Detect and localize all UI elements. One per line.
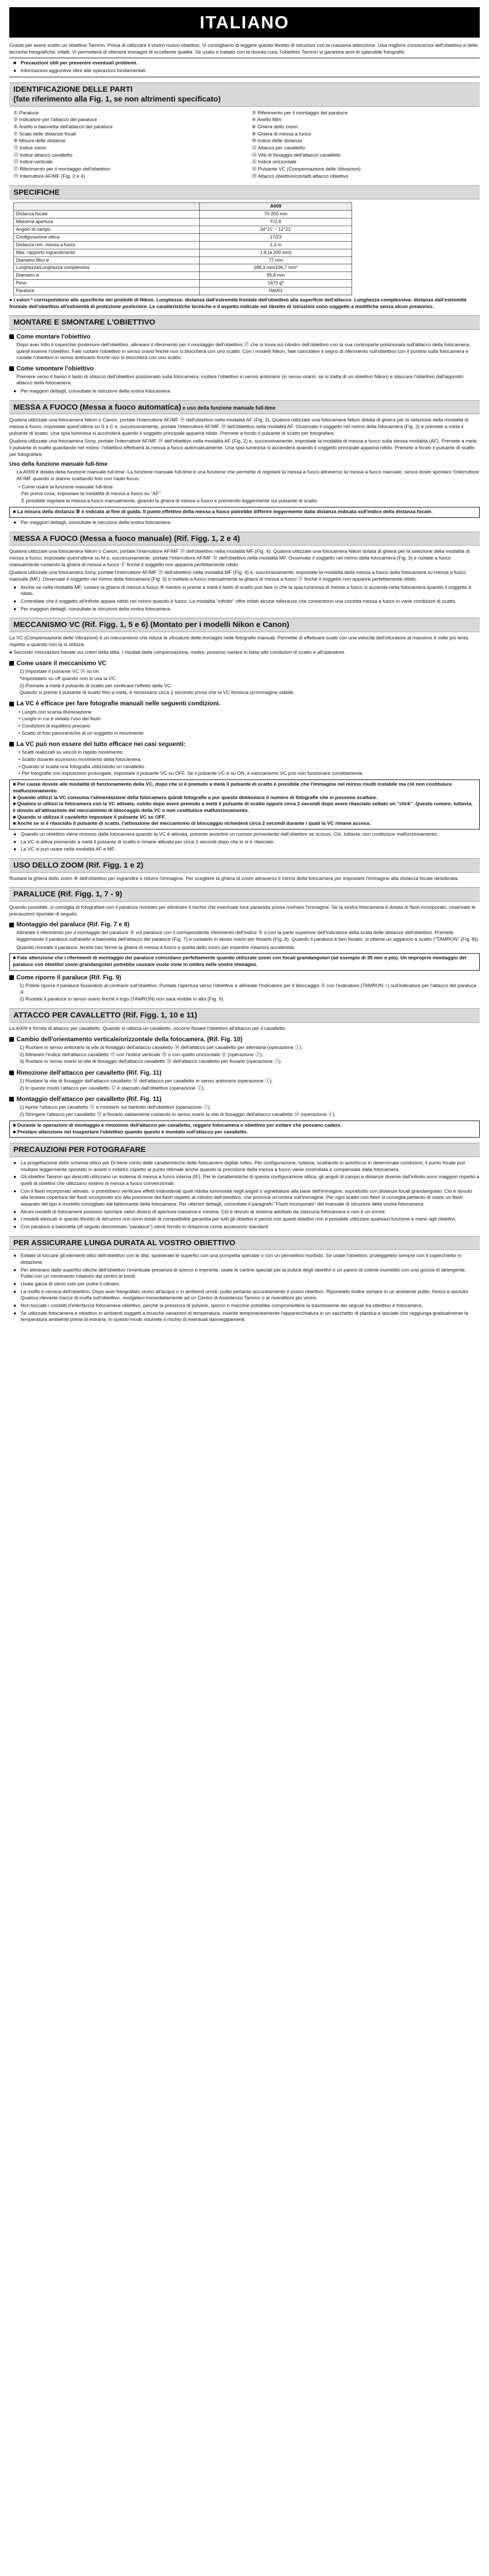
subheading: Come montare l'obiettivo xyxy=(9,333,480,341)
list-item: 1) Impostate il pulsante VC ⑱ su on. xyxy=(20,669,100,675)
list-item: ● Alcuni modelli di fotocamere possono riportare valori diversi di apertura massima e minima. Ciò è dovuto al sistema adottato da ciascuna fotocamera e non è un errore. xyxy=(13,1209,387,1215)
part-item: ⑱ Pulsante VC (Compensazione delle Vibrazioni) xyxy=(252,166,361,172)
step-list xyxy=(20,1078,480,1092)
paragraph: Qualora utilizzate una fotocamera Nikon o Canon, portate l'interruttore AF/MF ⑲ dell'obiettivo nella modalità AF (Fig. 2). Qualora utilizzate una fotocamera Nikon dotata di ghiera per la selezione della modalità di messa a fuoco, impostate quest'ultima su S o C e, successivamente, portate l'interruttore AF/MF ⑲ dell'obiettivo nella modalità AF. Osservate il soggetto nel mirino della fotocamera (Fig. 3) e premete a metà il pulsante di scatto. Una spia luminosa si accenderà quando il soggetto principale apparirà nitido. Premete a fondo il pulsante di scatto per fotografare. xyxy=(9,417,469,436)
part-item: ⑪ Indice zoom xyxy=(13,145,46,151)
list-item: ● I modelli elencati in questo libretto di istruzioni non sono dotati di compatibilità garantita per tutti gli obiettivi e perciò con questi obiettivi non è possibile utilizzare qualsiasi funzione e meno agli obiettivi. xyxy=(13,1216,457,1223)
list-item: 2) Ruotate il paraluce in senso orario finché il logo (TAMRON) non sarà visibile in alto (Fig. 9). xyxy=(20,996,225,1003)
list-item: ● Per eliminare dalle superfici ottiche dell'obiettivo l'eventuale presenza di sporco o impronte, usate le cartine speciali per la pulizia degli obiettivi o un panno di cotone inumidito con una goccia di detergente. Pulite con un movimento rotatorio dal centro ai bordi. xyxy=(13,1267,466,1280)
paragraph: La A009 è dotata della funzione manuale full-time. La funzione manuale full-time è una funzione che permette di regolare la messa a fuoco attraverso la messa a fuoco manuale, senza dover spostare l'interruttore AF/MF quando si stanno scattando foto con l'auto-focus. xyxy=(16,469,479,482)
info-note: ● Anche se nella modalità MF, ruotare la ghiera di messa a fuoco ⑧ mentre si preme a metà il tasto di scatto può fare sì che la spia luminosa di messa a fuoco si accenda nella fotocamera quando il soggetto è nitido. xyxy=(13,584,471,597)
info-note: ● Quando un obiettivo viene rimosso dalla fotocamera quando la VC è attivata, potreste avvertire un rumore proveniente dall'obiettivo se scosso. Ciò, tuttavia, non costituisce malfunzionamento. xyxy=(13,831,439,837)
list-item: ● Non toccate i contatti d'interfaccia fotocamera-obiettivo, perché la presenza di polvere, sporco o macchie potrebbe compromettere la trasmissione dei segnali tra obiettivo e fotocamera. xyxy=(13,1302,423,1309)
part-item: ⑨ Misura delle distanze xyxy=(13,138,66,144)
list-item: 1) Ruotare la vite di fissaggio dell'attacco cavalletto ⑭ dell'attacco per cavalletto in senso antiorario (operazione ①). xyxy=(20,1078,273,1084)
table-row: Distanza min. messa a fuoco 1,3 m xyxy=(14,241,352,249)
warning-box: ■ Fate attenzione che i riferimenti di montaggio del paraluce coincidano perfettamente quando utilizzate zoom con focali grandangolari (ad esempio di 35 mm o più). Un improprio montaggio del paraluce con obiettivi zoom grandangolari potrebbe causare vuote zone in ombra nelle vostre immagini. xyxy=(9,953,480,970)
table-row: A009 xyxy=(14,203,352,211)
subheading: Cambio dell'orientamento verticale/orizzontale della fotocamera. (Rif. Fig. 10) xyxy=(9,1036,480,1044)
section-heading-vc: MECCANISMO VC (Rif. Figg. 1, 5 e 6) (Montato per i modelli Nikon e Canon) xyxy=(9,618,480,632)
section-heading-mount: MONTARE E SMONTARE L'OBIETTIVO xyxy=(9,315,480,330)
paragraph: Qualora utilizzate una fotocamera Sony, portate l'interruttore AF/MF ⑲ dell'obiettivo nella modalità AF (Fig. 2) e, successivamente, impostate la modalità di messa a fuoco sulla stessa modalità (AF). Premete a metà il pulsante di scatto guardando nel mirino: l'obiettivo effettuerà la messa a fuoco automaticamente. Una spia luminosa si accenderà quando il soggetto principale apparirà nitido. Premete a fondo il pulsante di scatto per fotografare. xyxy=(9,438,477,457)
section-heading-mf: MESSA A FUOCO (Messa a fuoco manuale) (Rif. Figg. 1, 2 e 4) xyxy=(9,532,480,546)
list-item: • Quando si scatta una fotografia utilizzando un cavalletto. xyxy=(19,764,146,770)
paragraph: Ruotare la ghiera dello zoom ⑥ dell'obiettivo per ingrandire o ridurre l'immagine. Per scegliere la ghiera di zoom attraverso il mirino della fotocamera per impostare l'immagine alla distanza focale desiderata. xyxy=(9,875,459,882)
paragraph: Quando possibile, si consiglia di fotografare con il paraluce montato per eliminare il rischio che eventuale luce parassita possa rovinare l'immagine. Se la vostra fotocamera è dotata di flash incorporato, osservate le precauzioni riportate di seguito. xyxy=(9,905,476,917)
step-list xyxy=(20,1105,480,1118)
intro-note: ● Informazioni aggiuntive oltre alle operazioni fondamentali. xyxy=(13,67,147,74)
paragraph: La A009 è fornita di attacco per cavalletto. Quando si utilizza un cavalletto, occorre fissare l'obiettivo all'attacco per il cavalletto. xyxy=(9,1026,287,1032)
part-item: ③ Indicatore per l'attacco del paraluce xyxy=(13,117,97,123)
list-item: • Luoghi in cui è vietato l'uso del flash xyxy=(19,716,101,722)
list-item: ● La progettazione dello schema ottico per Di tiene conto delle caratteristiche delle fotocamere digitali reflex. Per configurazione, tuttavia, scattando in autofocus in determinate condizioni, il punto focale può risultare leggermente spostato in avanti o indietro rispetto al punto ottimale anche quando la precisione della messa a fuoco viene controllata e compensata dalla fotocamera. xyxy=(13,1160,465,1173)
info-note: ● Per maggiori dettagli, consultate le istruzioni della vostra fotocamera. xyxy=(13,519,171,526)
list-item: • Come usare la funzione manuale full-time xyxy=(19,484,113,490)
list-item: • Scatto di foto panoramiche di un soggetto in movimento xyxy=(19,730,144,736)
parts-list xyxy=(13,110,480,180)
part-item: ⑬ Indice attacco cavalletto xyxy=(13,152,73,158)
warning-box: ■ Durante le operazioni di montaggio e rimozione dell'attacco per cavalletto, reggere fotocamera e obiettivo per evitare che possano cadere. ■ Prestare attenzione nel trasportare l'obiettivo quando questo è montato sull'attacco per cavalletto. xyxy=(9,1121,480,1138)
section-heading-parts: IDENTIFICAZIONE DELLE PARTI (fate riferimento alla Fig. 1, se non altrimenti specificato) xyxy=(9,82,480,107)
bullet-list xyxy=(9,750,480,778)
part-item: ④ Anello filtro xyxy=(252,117,282,123)
list-item: *Impostatelo su off quando non si usa la VC. xyxy=(20,675,117,682)
subheading: Montaggio del paraluce (Rif. Fig. 7 e 8) xyxy=(9,921,480,929)
part-item: ⑯ Indice orizzontale xyxy=(252,159,296,165)
part-item: ② Riferimento per il montaggio del paraluce xyxy=(252,110,348,116)
paragraph: ● Secondo misurazioni basate sui criteri della ditta. I risultati della compensazione, inoltre, possono variare in base alle condizioni di scatto e all'operatore. xyxy=(9,650,346,656)
list-item: 3) Ruotare in senso orario la vite di fissaggio dell'attacco cavalletto ⑭ dell'attacco cavalletto per fissarlo (operazione ③). xyxy=(20,1059,282,1065)
list-item: Quando si preme il pulsante di scatto fino a metà, è necessario circa 1 secondo prima che la VC fornisca un'immagine stabile. xyxy=(20,690,295,696)
paragraph: Allineate il riferimento per il montaggio del paraluce ② sul paraluce con il corrispondente riferimento dell'indice ⑤ o con la parte superiore dell'indicatore della scala delle distanze dell'obiettivo. Premete leggermente il paraluce sull'anello a baionetta dell'attacco del paraluce (Fig. 7) e ruotatelo in senso orario per fissarlo (Fig. 8). Quando il paraluce è ben fissato, si ottiene un aggancio a scatto ("TAMRON" (Fig. 8)). xyxy=(16,930,480,942)
section-heading-precautions: PRECAUZIONI PER FOTOGRAFARE xyxy=(9,1143,480,1157)
subheading: La VC è efficace per fare fotografie manuali nelle seguenti condizioni. xyxy=(9,700,480,708)
list-item: ● Usate garza di silicio solo per pulire il cilindro. xyxy=(13,1281,120,1287)
step-list xyxy=(20,669,480,697)
list-item: ● Se utilizzate fotocamera e obiettivo in ambienti soggetti a brusche variazioni di temperatura, inserite temporaneamente l'apparecchiatura in un sacchetto di plastica e lasciate che raggiunga gradualmente la temperatura ambiente prima di estrarla. In questo modo ridurrete il rischio di eventuali danneggiamenti. xyxy=(13,1310,468,1323)
paragraph: La VC (Compensazione delle Vibrazioni) è un meccanismo che riduce le sfocature delle immagini nelle fotografie manuali. Permette di effettuare scatti con una velocità dell'otturatore al massimo 4 volte più lenta rispetto a quando non la si utilizza. xyxy=(9,635,468,648)
paragraph: Quando montate il paraluce, tenete ben ferme la ghiera di messa a fuoco e quella dello zoom per impedire rotazioni accidentali. xyxy=(16,944,295,951)
table-row: Lunghezza/Lunghezza complessiva 188,3 mm/196,7 mm* xyxy=(14,264,352,272)
spec-footnote: ● I valori * corrispondono alle specifiche dei prodotti di Nikon. Lunghezza: distanza dall'estremità frontale dell'obiettivo alla superficie dell'attacco. Lunghezza complessiva: distanza dall'estremità frontale dell'obiettivo all'estremità di protezione posteriore. Le caratteristiche tecniche e il aspetto indicate nel libretto di istruzioni sono soggette a modifiche senza alcun preavviso. xyxy=(9,297,467,310)
list-item: 1) Ruotare in senso antiorario la vite di fissaggio dell'attacco cavalletto ⑭ dell'attacco per cavalletto per allentarla (operazione ①). xyxy=(20,1045,303,1051)
table-row: Peso 1470 g* xyxy=(14,280,352,287)
part-item: ⑫ Attacco per cavalletto xyxy=(252,145,305,151)
part-item: ⑰ Riferimento per il montaggio dell'obiettivo xyxy=(13,166,110,172)
list-item: • Scatto durante eccessivo movimento della fotocamera. xyxy=(19,756,142,762)
step-list xyxy=(20,1045,480,1066)
subheading: Come usare il meccanismo VC xyxy=(9,659,480,668)
table-row: Massima apertura F/2,8 xyxy=(14,218,352,226)
list-item: Per prima cosa, impostare la modalità di messa a fuoco su "AF". xyxy=(21,491,162,497)
table-row: Configurazione ottica 17/23 xyxy=(14,233,352,241)
paragraph: Premere verso il basso il tasto di sblocco dell'obiettivo posizionato sulla fotocamera, ruotare l'obiettivo in senso antiorario (in senso orario, se si tratta di un obiettivo Nikon) e staccare l'obiettivo dall'apposito attacco della fotocamera. xyxy=(16,374,464,386)
list-item: • Scatti realizzati su veicoli in rapido movimento. xyxy=(19,750,124,756)
part-item: ⑥ Ghiera dello zoom xyxy=(252,124,298,130)
subheading: Rimozione dell'attacco per cavalletto (Rif. Fig. 11) xyxy=(9,1069,480,1077)
spec-table xyxy=(13,202,352,295)
list-item: 2) In questo modo l'attacco per cavalletto ⑫ è staccato dall'obiettivo (operazione ②). xyxy=(20,1085,205,1091)
part-item: ⑧ Ghiera di messa a fuoco xyxy=(252,131,311,137)
list-item: • Per fotografie con esposizioni prolungate, impostate il pulsante VC su OFF. Se il pulsante VC è su ON, il meccanismo VC può non funzionare correttamente. xyxy=(19,771,364,777)
list-item: 1) Potete riporre il paraluce fissandolo al contrario sull'obiettivo. Puntate l'apertura verso l'obiettivo e allineate l'indicatore per il bloccaggio ③ con l'indicatore (TAMRON ○) sull'indicatore per l'attacco del paraluce ③. xyxy=(20,982,477,995)
list-item: ● Gli obiettivi Tamron qui descritti utilizzano un sistema di messa a fuoco interna (IF). Per le caratteristiche di questa configurazione ottica, gli angoli di campo a distanze diverse dall'infinito sono maggiori rispetto a quelli di obiettivi che utilizzano sistemi di messa a fuoco convenzionali. xyxy=(13,1174,480,1187)
table-row: Max. rapporto ingrandimento 1:8 (a 200 mm) xyxy=(14,249,352,257)
section-heading-tripod: ATTACCO PER CAVALLETTO (Rif. Figg. 1, 10 e 11) xyxy=(9,1008,480,1023)
table-row: Diametro filtro ø 77 mm xyxy=(14,257,352,264)
section-heading-zoom: USO DELLO ZOOM (Rif. Figg. 1 e 2) xyxy=(9,858,480,873)
list-item: ● Evitate di toccare gli elementi ottici dell'obiettivo con le dita; spolverate le superfici con una pompetta speciale o con un pennellino morbido. Se usate l'obiettivo, proteggetelo sempre con il coperchietto in dotazione. xyxy=(13,1253,462,1266)
list-item: ● Con paraluce a baionetta (di seguito denominato "paraluce") viene fornito in dotazione come accessorio standard. xyxy=(13,1224,270,1230)
table-row: Paraluce HA001 xyxy=(14,287,352,295)
info-note: ● Per maggiori dettagli, consultate le istruzioni della vostra fotocamera. xyxy=(13,606,171,612)
subheading: Uso della funzione manuale full-time xyxy=(9,461,108,468)
part-item: ⑭ Vite di fissaggio dell'attacco cavalletto xyxy=(252,152,341,158)
list-item: È possibile regolare la messa a fuoco manualmente, girando la ghiera di messa a fuoco e premendo leggermente sul pulsante di scatto. xyxy=(21,498,319,504)
section-heading-durability: PER ASSICURARE LUNGA DURATA AL VOSTRO OBIETTIVO xyxy=(9,1236,480,1250)
part-item: ⑲ Interruttore AF/MF (Fig. 2 e 4) xyxy=(13,173,85,179)
warning-box: ■ Per cause dovute alle modalità di funzionamento della VC, dopo che si è premuto a metà il pulsante di scatto è possibile che l'immagine nel mirino risulti instabile ma ciò non costituisce malfunzionamento. ■ Quando utilizzi la VC consuma l'alimentazione della fotocamera quindi fotografie a pur questo diminuisce il numero di fotografie che si possono scattare. ■ Qualora si utilizzi la fotocamera con la VC attivata, subito dopo avere premuto a metà il pulsante di scatto oppure circa 2 secondi dopo avere rilasciato settato un "click". Questo rumore, tuttavia, è dovuto all'attivazione del meccanismo di bloccaggio della VC e non costituisce malfunzionamento. ■ Quando si utilizza il cavalletto impostare il pulsante VC su OFF. ■ Anche se si è rilasciato il pulsante di scatto, l'attivazione del meccanismo di bloccaggio richiederà circa 2 secondi durante i quali la VC rimane accesa. xyxy=(9,779,480,829)
bullet-list xyxy=(9,709,480,737)
list-item: • Luoghi con scarsa illuminazione xyxy=(19,709,92,715)
page-title: ITALIANO xyxy=(9,7,480,38)
info-note: ● Controllate che il soggetto all'infinito appaia nitido nel mirino quando è fuoco. La modalità "infinito" offre infatti alcune tolleranze che consentono una corretta messa a fuoco in varie condizioni di scatto. xyxy=(13,598,457,604)
subheading: Come smontare l'obiettivo xyxy=(9,365,480,373)
table-row: Angolo di campo 34°21' ~ 12°21' xyxy=(14,226,352,234)
subheading: Come riporre il paraluce (Rif. Fig. 9) xyxy=(9,974,480,982)
info-note: ● La VC si attiva premendo a metà il pulsante di scatto e rimane attivata per circa 2 secondi dopo che lo si è rilasciato. xyxy=(13,839,275,845)
info-note: ● La VC si può usare nella modalità AF e MF. xyxy=(13,846,115,853)
part-item: ⑤ Anello a baionetta dell'attacco del paraluce xyxy=(13,124,113,130)
part-item: ⑩ Indice delle distanze xyxy=(252,138,303,144)
section-heading-af: MESSA A FUOCO (Messa a fuoco automatica) e uso della funzione manuale full-time xyxy=(9,400,480,415)
part-item: ⑳ Attacco obiettivo/contatti attacco obiettivo xyxy=(252,173,348,179)
list-item: ● Con il flash incorporato attivato, si potrebbero verificare effetti indesiderati quali ridotta luminosità negli angoli o vignettature alla base dell'immagine, soprattutto con distanze focali grandangolari. Ciò è dovuto alla limitata copertura del flash incorporato e/o alla posizione del flash rispetto al cilindro dell'obiettivo, che provoca un'ombra sull'immagine. Per ogni scatto con flash si consiglia pertanto di usare un flash separato del tipo e modello consigliato dal fabbricante della fotocamera. Per ulteriori dettagli, consultate il paragrafo "Flash incorporato" del manuale di istruzioni della vostra fotocamera. xyxy=(13,1188,473,1207)
table-row: Distanza focale 70-200 mm xyxy=(14,211,352,218)
warning-box: ■ La misura della distanza ⑨ è indicata al fine di guida. Il punto effettivo della messa a fuoco potrebbe differire leggermente dalla distanza indicata sull'indice della distanza focale. xyxy=(9,507,480,518)
list-item: ● La muffa è nemica dell'obiettivo. Dopo aver fotografato vicino all'acqua o in ambienti umidi, pulite pertanto accuratamente il vostro obiettivo. Riponetelo inoltre sempre in un ambiente pulito, fresco e asciutto. Qualora rilevaste tracce di muffa sull'obiettivo, rivolgetevi immediatamente ad un Centro di Assistenza Tamron o al rivenditore più vicino. xyxy=(13,1289,470,1301)
list-item: 2) Stringere l'attacco per cavalletto ⑫ e fissarlo saldamente ruotando in senso orario la vite di fissaggio dell'attacco cavalletto ⑭ (operazione ④). xyxy=(20,1111,336,1117)
paragraph: Qualora utilizzate una fotocamera Sony, portate l'interruttore AF/MF ⑲ dell'obiettivo nella modalità MF (Fig. 4) e, successivamente, impostate la modalità della messa a fuoco della fotocamera su messa a fuoco manuale (MF). Osservate il soggetto nel mirino della fotocamera (Fig. 3) e mettete a fuoco manualmente la ghiera di messa a fuoco ⑧ finché il soggetto non apparirà perfettamente nitido. xyxy=(9,570,466,582)
table-row: Diametro ø 85,8 mm xyxy=(14,272,352,280)
info-note: ● Per maggiori dettagli, consultate le istruzioni della vostra fotocamera. xyxy=(13,388,171,394)
list-item: 2) Allineare l'indice dell'attacco cavalletto ⑬ con l'indice verticale ⑮ o con quello orizzontale ⑯ (operazione ②). xyxy=(20,1052,264,1058)
intro-paragraph: Grazie per avere scelto un obiettivo Tamron. Prima di utilizzare il vostro nuovo obiettivo, Vi consigliamo di leggere questo libretto di istruzioni con la massima attenzione. Una migliore conoscenza dell'obiettivo e delle tecniche fotografiche, infatti, Vi permetterà di ottenere immagini di eccellente qualità. Se usato e trattato con la dovuta cura, l'obiettivo Tamron vi garantirà anni di splendide fotografie. xyxy=(9,42,478,55)
list-item: 2) Premete a metà il pulsante di scatto per verificare l'effetto della VC. xyxy=(20,683,172,689)
part-item: ① Paraluce xyxy=(13,110,39,116)
bullet-list xyxy=(9,484,480,505)
part-item: ⑮ Indice verticale xyxy=(13,159,53,165)
part-item: ⑦ Scala delle distanze focali xyxy=(13,131,76,137)
paragraph: Dopo aver tolto il coperchio posteriore dell'obiettivo, allineare il riferimento per il montaggio dell'obiettivo ⑰ che si trova sul cilindro dell'obiettivo con la sua controparte posizionata sull'attacco della fotocamera, quindi inserire l'obiettivo. Fate ruotare l'obiettivo in senso orario finché non si bloccherà con uno scatto. Con i modelli Nikon, fate coincidere il segno di riferimento sull'obiettivo con il puntino sulla fotocamera e ruotate l'obiettivo in senso antiorario finché non si bloccherà con uno scatto. xyxy=(16,342,470,361)
paragraph: Qualora utilizzate una fotocamera Nikon o Canon, portate l'interruttore AF/MF ⑲ dell'obiettivo nella modalità MF (Fig. 4). Qualora utilizzate una fotocamera Nikon dotata di ghiera per la selezione della modalità di messa a fuoco, impostate quest'ultima su M e, successivamente, portate l'interruttore AF/MF ⑲ dell'obiettivo nella modalità MF. Osservate il soggetto nel mirino della fotocamera (Fig. 3) e ruotate a fuoco manualmente ruotando la ghiera di messa a fuoco ⑧ finché il soggetto non apparirà perfettamente nitido. xyxy=(9,549,470,568)
list-item: • Condizioni di equilibrio precario xyxy=(19,723,91,730)
list-item: 1) Aprire l'attacco per cavalletto ⑫ e montarlo sul barilotto dell'obiettivo (operazione ③). xyxy=(20,1105,212,1111)
subheading: La VC può non essere del tutto efficace nei casi seguenti: xyxy=(9,740,480,749)
intro-note: ■ Precauzioni utili per prevenire eventuali problemi. xyxy=(13,60,138,66)
step-list xyxy=(20,982,480,1003)
subheading: Montaggio dell'attacco per cavalletto (Rif. Fig. 11) xyxy=(9,1095,480,1104)
section-heading-specs: SPECIFICHE xyxy=(9,185,480,200)
section-heading-hood: PARALUCE (Rif. Figg. 1, 7 - 9) xyxy=(9,887,480,902)
